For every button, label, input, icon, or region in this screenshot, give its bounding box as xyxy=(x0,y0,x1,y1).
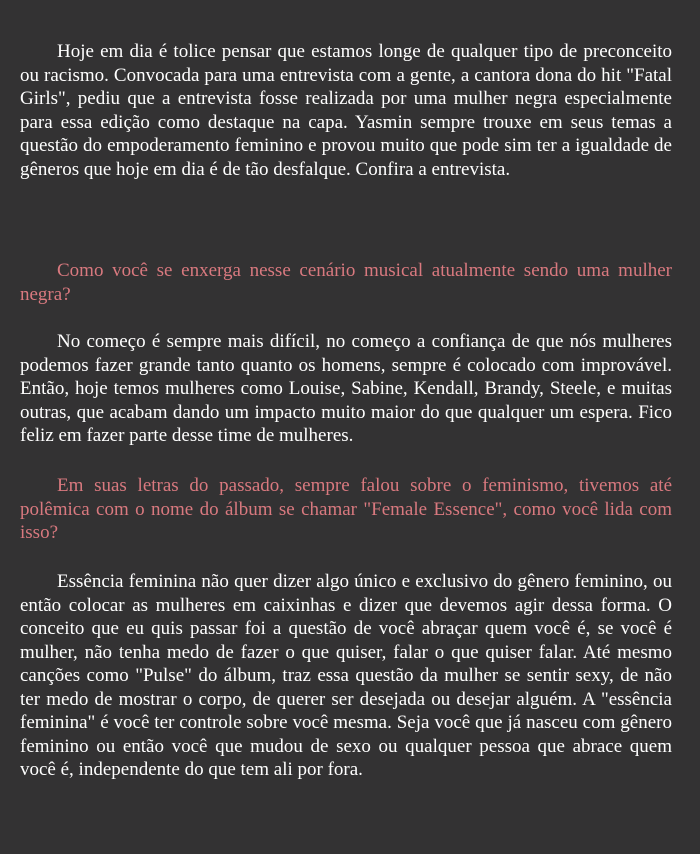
interview-question-1: Como você se enxerga nesse cenário musical atualmente sendo uma mulher negra? xyxy=(20,260,672,305)
interview-question-2: Em suas letras do passado, sempre falou sobre o feminismo, tivemos até polêmica com o nome do álbum se chamar "Female Essence", como você lida com isso? xyxy=(20,475,672,543)
interview-answer-2: Essência feminina não quer dizer algo único e exclusivo do gênero feminino, ou então colocar as mulheres em caixinhas e dizer que devemos agir dessa forma. O conceito que eu quis passar foi a questão de você abraçar quem você é, se você é mulher, não tenha medo de fazer o que quiser, falar o que quiser falar. Até mesmo canções como "Pulse" do álbum, traz essa questão da mulher se sentir sexy, de não ter medo de mostrar o corpo, de querer ser desejada ou desejar alguém. A "essência feminina" é você ter controle sobre você mesma. Seja você que já nasceu com gênero feminino ou então você que mudou de sexo ou qualquer pessoa que abrace quem você é, independente do que tem ali por fora. xyxy=(20,571,672,780)
intro-paragraph: Hoje em dia é tolice pensar que estamos longe de qualquer tipo de preconceito ou racismo. Convocada para uma entrevista com a gente, a cantora dona do hit "Fatal Girls", pediu que a entrevista fosse realizada por uma mulher negra especialmente para essa edição como destaque na capa. Yasmin sempre trouxe em seus temas a questão do empoderamento feminino e provou muito que pode sim ter a igualdade de gêneros que hoje em dia é de tão desfalque. Confira a entrevista. xyxy=(20,41,672,180)
interview-answer-1: No começo é sempre mais difícil, no começo a confiança de que nós mulheres podemos fazer grande tanto quanto os homens, sempre é colocado com improvável. Então, hoje temos mulheres como Louise, Sabine, Kendall, Brandy, Steele, e muitas outras, que acabam dando um impacto muito maior do que qualquer um espera. Fico feliz em fazer parte desse time de mulheres. xyxy=(20,331,672,446)
